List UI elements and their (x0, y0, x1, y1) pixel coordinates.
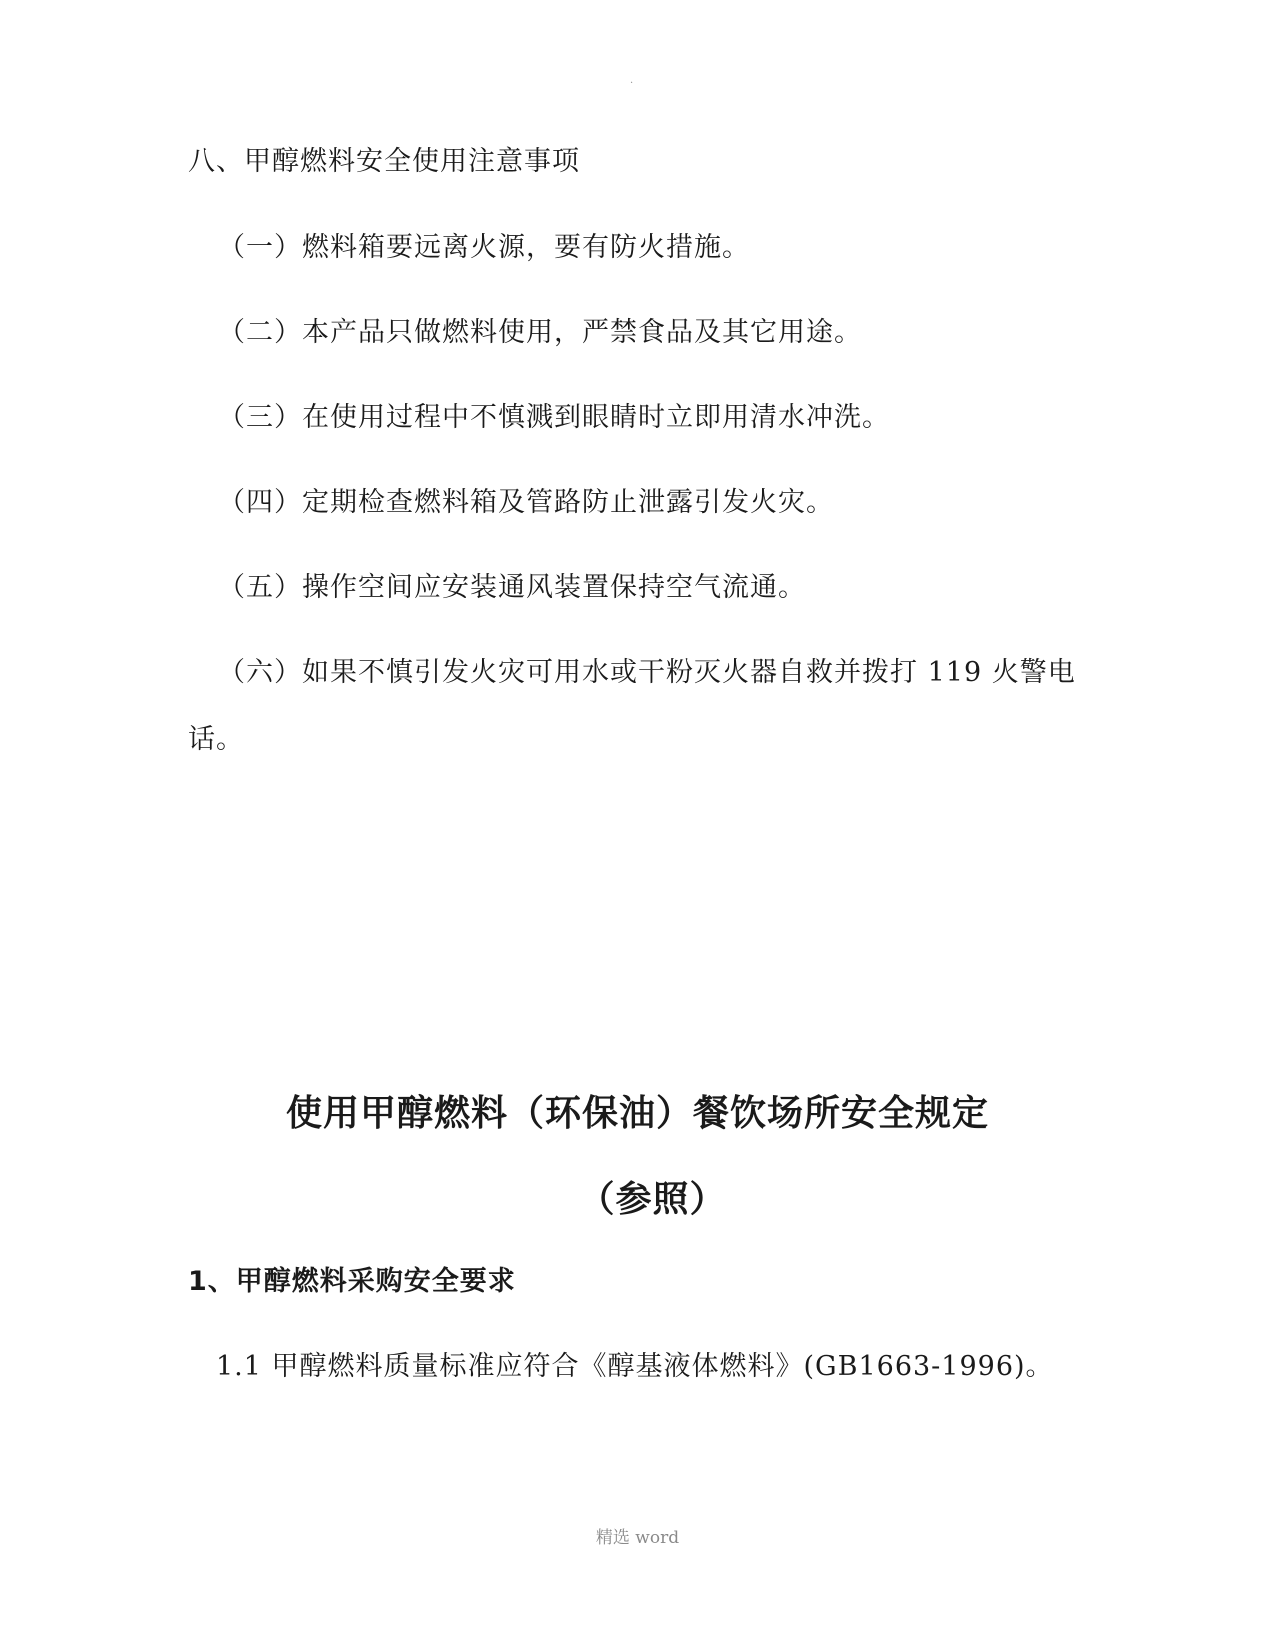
safety-item-3: （三）在使用过程中不慎溅到眼睛时立即用清水冲洗。 (218, 402, 890, 433)
safety-item-1: （一）燃料箱要远离火源，要有防火措施。 (218, 232, 750, 263)
section-1-heading: 1、甲醇燃料采购安全要求 (188, 1266, 516, 1297)
document-subtitle: （参照） (578, 1179, 727, 1220)
safety-item-4: （四）定期检查燃料箱及管路防止泄露引发火灾。 (218, 487, 834, 518)
safety-item-6-continuation: 话。 (188, 724, 244, 755)
page-footer: 精选 word (595, 1528, 680, 1548)
section-8-title: 八、甲醇燃料安全使用注意事项 (188, 146, 580, 177)
section-1-item-1: 1.1 甲醇燃料质量标准应符合《醇基液体燃料》(GB1663-1996)。 (216, 1351, 1054, 1382)
header-mark: · (630, 78, 634, 89)
document-title: 使用甲醇燃料（环保油）餐饮场所安全规定 (285, 1093, 989, 1134)
safety-item-5: （五）操作空间应安装通风装置保持空气流通。 (218, 572, 806, 603)
safety-item-2: （二）本产品只做燃料使用，严禁食品及其它用途。 (218, 317, 862, 348)
safety-item-6: （六）如果不慎引发火灾可用水或干粉灭火器自救并拨打 119 火警电 (218, 657, 1076, 688)
